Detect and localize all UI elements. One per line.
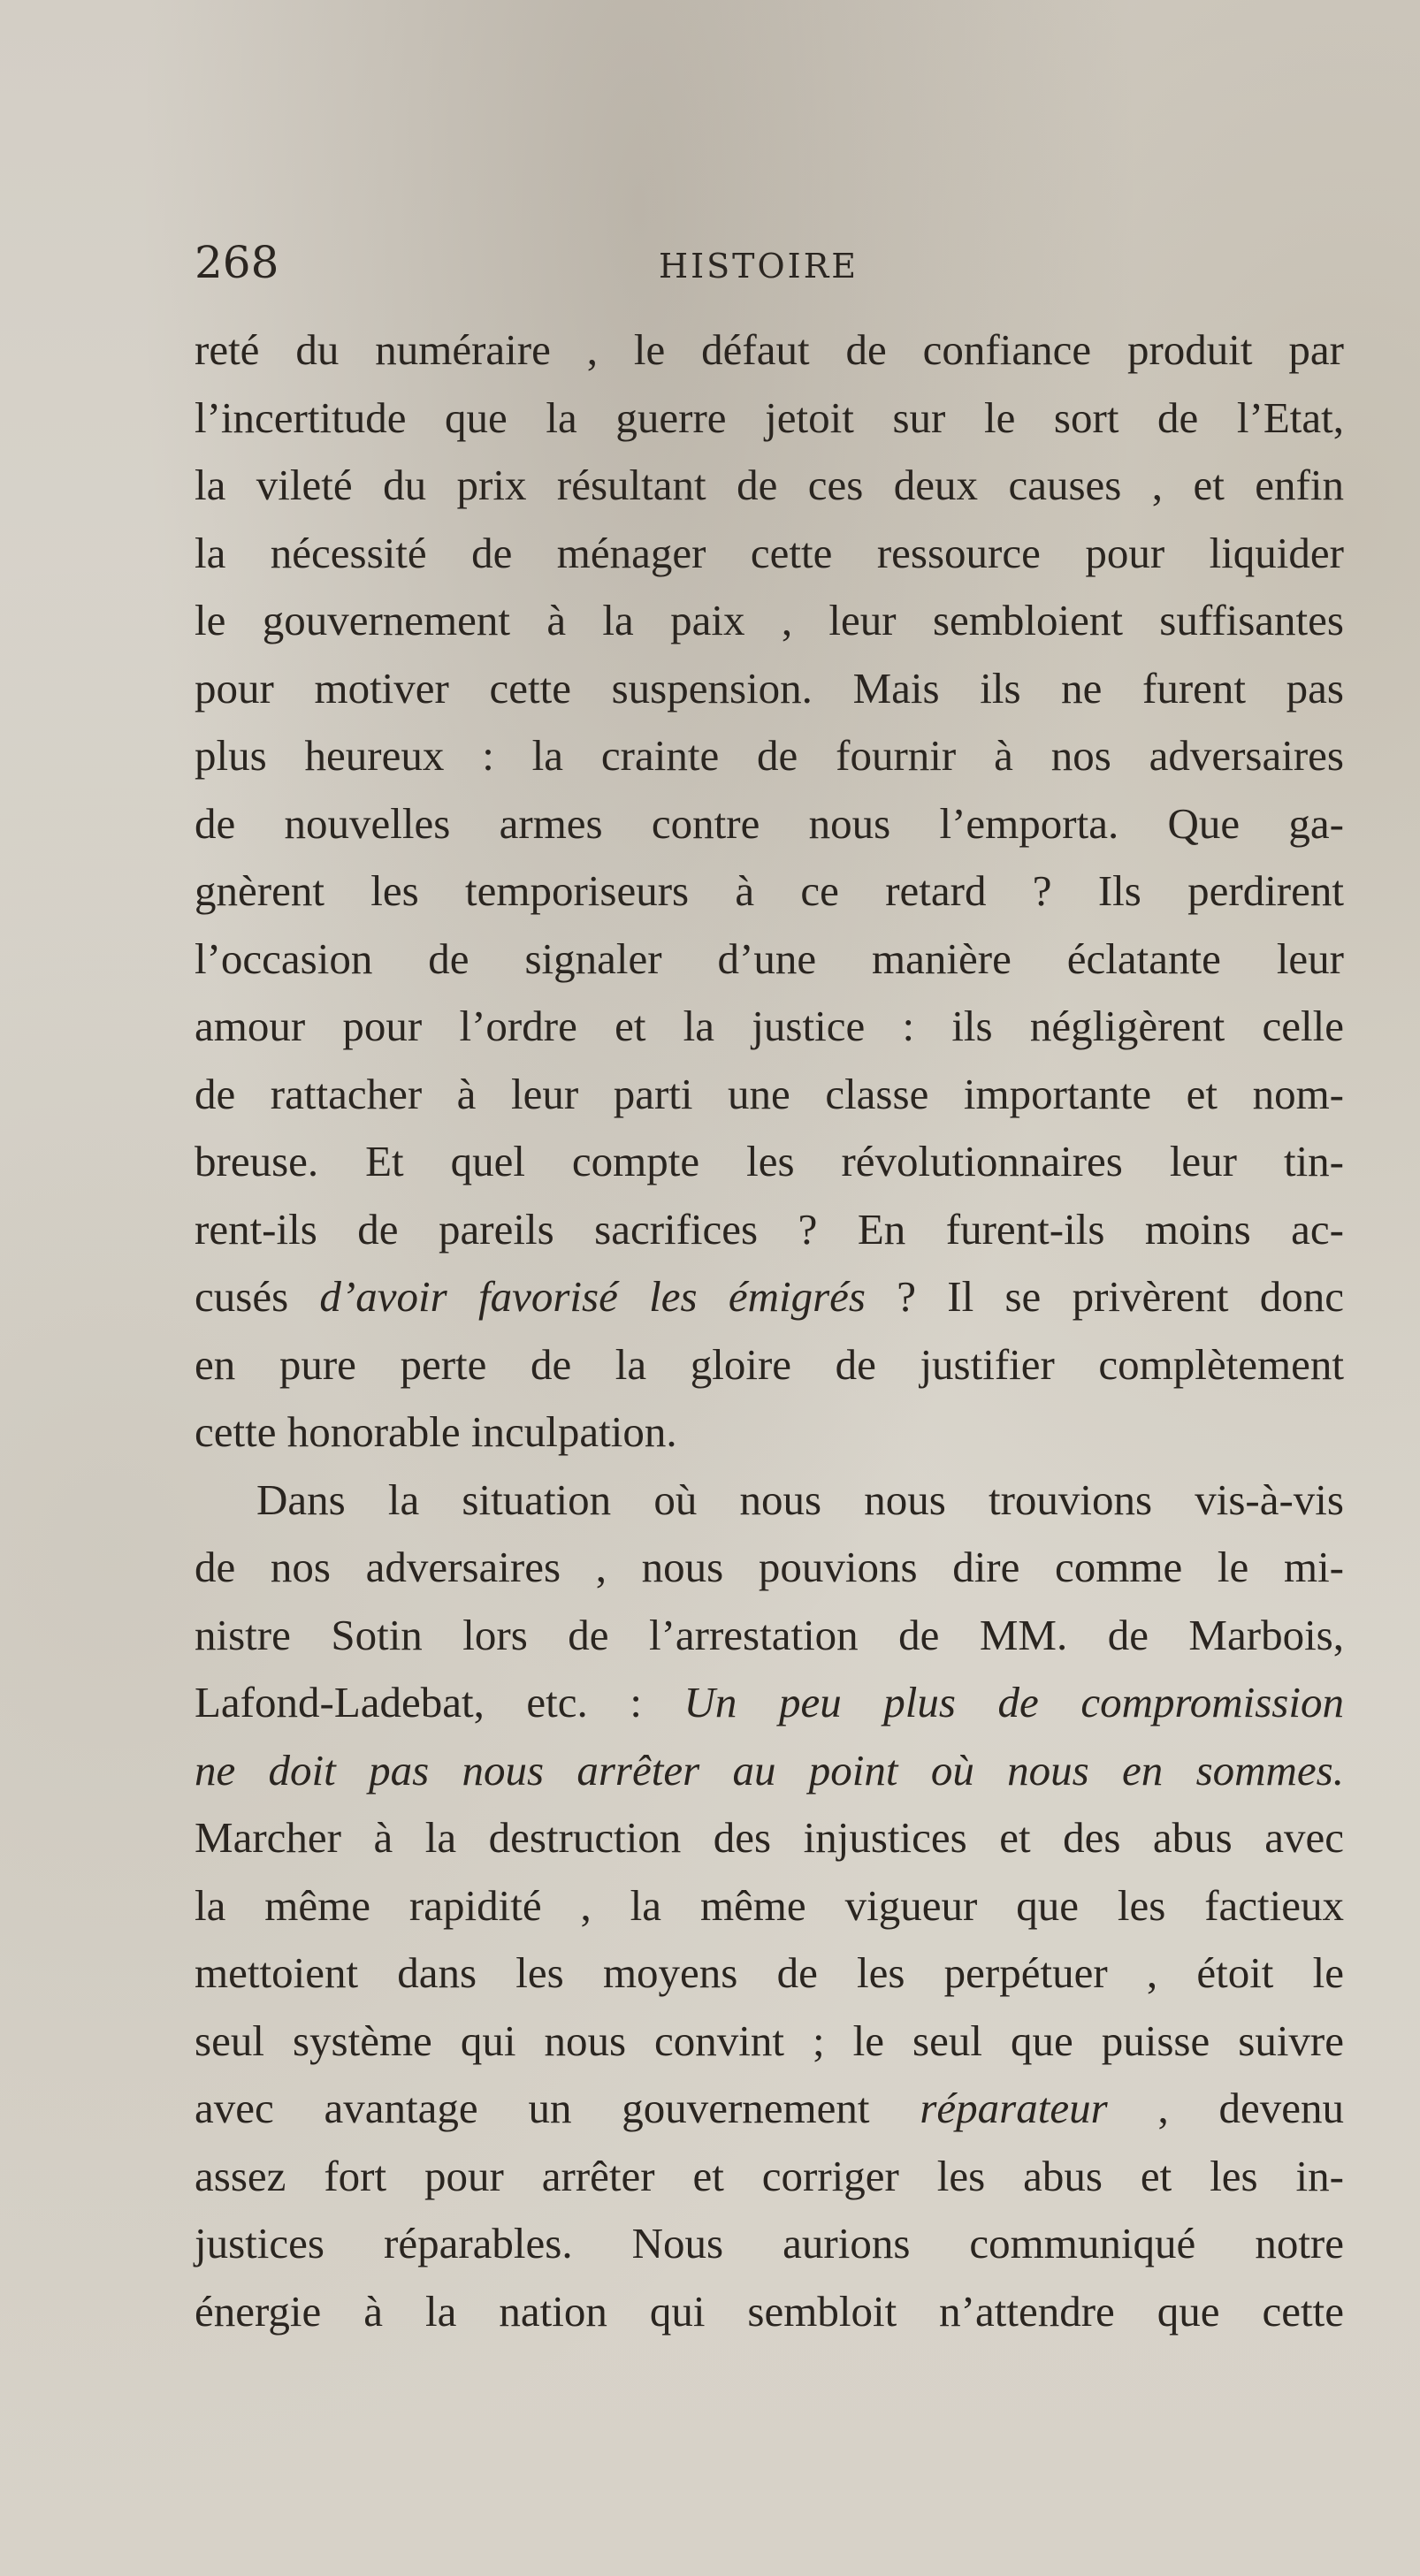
text-line-mixed — [195, 2075, 1344, 2143]
text-line: Marcher à la destruction des injustices et des abus avec — [195, 1813, 1344, 1862]
text-line-mixed — [195, 1669, 1344, 1737]
text-line: l’incertitude que la guerre jetoit sur le sort de l’Etat, — [195, 392, 1344, 442]
running-head — [195, 232, 1344, 293]
paragraph-start-line: Dans la situation où nous nous trouvions vis-à-vis — [256, 1475, 1344, 1524]
page-number: 268 — [195, 237, 279, 288]
text-line: la même rapidité , la même vigueur que les factieux — [195, 1880, 1344, 1930]
text-segment: ? Il se privèrent donc — [865, 1272, 1344, 1321]
italic-phrase: réparateur — [920, 2084, 1108, 2132]
text-line: de nouvelles armes contre nous l’emporta. Que ga- — [195, 798, 1344, 848]
text-segment: Lafond-Ladebat, etc. : — [195, 1678, 684, 1726]
text-line: pour motiver cette suspension. Mais ils ne furent pas — [195, 663, 1344, 713]
text-line: plus heureux : la crainte de fournir à nos adversaires — [195, 731, 1344, 780]
body-text — [195, 316, 1344, 2345]
text-line: énergie à la nation qui sembloit n’attendre que cette — [195, 2286, 1344, 2336]
paragraph-end-line: cette honorable inculpation. — [195, 1407, 677, 1456]
text-line: rent-ils de pareils sacrifices ? En furent-ils moins ac- — [195, 1204, 1344, 1254]
text-line: mettoient dans les moyens de les perpétuer , étoit le — [195, 1948, 1344, 1997]
italic-phrase: d’avoir favorisé les émigrés — [319, 1272, 866, 1321]
text-line: la nécessité de ménager cette ressource pour liquider — [195, 528, 1344, 577]
italic-phrase: Un peu plus de compromission — [683, 1678, 1344, 1726]
text-line: gnèrent les temporiseurs à ce retard ? Ils perdirent — [195, 866, 1344, 915]
text-line: de nos adversaires , nous pouvions dire comme le mi- — [195, 1543, 1344, 1591]
text-line: en pure perte de la gloire de justifier complètement — [195, 1339, 1344, 1389]
text-line: l’occasion de signaler d’une manière éclatante leur — [195, 934, 1344, 983]
running-title: HISTOIRE — [659, 247, 859, 286]
text-line: la vileté du prix résultant de ces deux causes , et enfin — [195, 461, 1344, 509]
text-line-mixed — [195, 1737, 1344, 1805]
text-line: justices réparables. Nous aurions communiqué notre — [195, 2219, 1344, 2267]
text-line-mixed — [195, 1263, 1344, 1331]
italic-phrase: ne doit pas nous arrêter au point où nous en sommes. — [195, 1745, 1344, 1795]
text-line: reté du numéraire , le défaut de confiance produit par — [195, 325, 1344, 374]
text-line: seul système qui nous convint ; le seul que puisse suivre — [195, 2016, 1344, 2065]
text-segment: cusés — [195, 1272, 320, 1321]
text-line: amour pour l’ordre et la justice : ils négligèrent celle — [195, 1002, 1344, 1050]
text-segment: , devenu — [1107, 2084, 1344, 2132]
text-line: breuse. Et quel compte les révolutionnaires leur tin- — [195, 1137, 1344, 1185]
text-segment: avec avantage un gouvernement — [195, 2084, 920, 2132]
text-line: le gouvernement à la paix , leur sembloient suffisantes — [195, 596, 1344, 644]
text-line: nistre Sotin lors de l’arrestation de MM. de Marbois, — [195, 1610, 1344, 1659]
text-line: de rattacher à leur parti une classe importante et nom- — [195, 1069, 1344, 1118]
text-line: assez fort pour arrêter et corriger les abus et les in- — [195, 2151, 1344, 2200]
